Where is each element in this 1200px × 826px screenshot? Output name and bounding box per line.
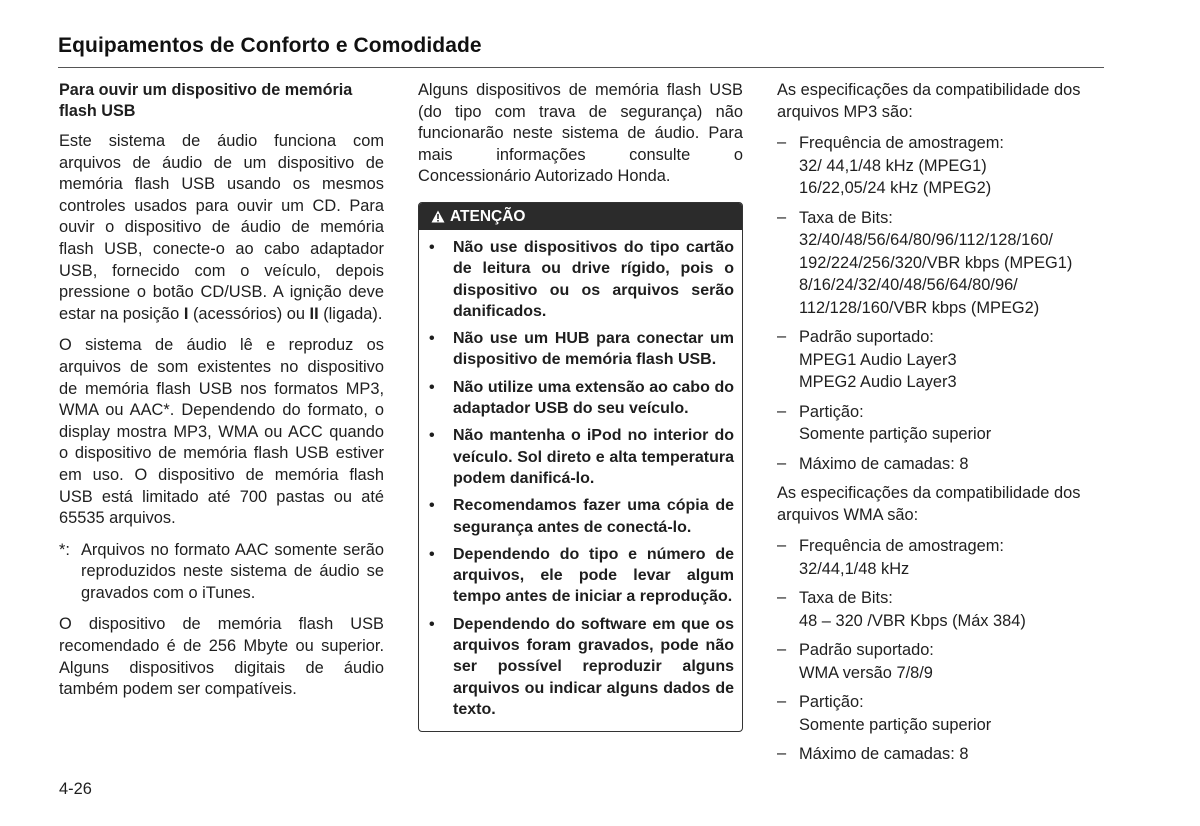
spec-item: – Taxa de Bits: 32/40/48/56/64/80/96/112/128/160/ 192/224/256/320/VBR kbps (MPEG1) 8/16/24/32/40/48/56/64/80/96/ 112/128/160/VBR kbps (MPEG2) xyxy=(777,207,1107,320)
footnote-mark: *: xyxy=(59,540,70,559)
bullet: • xyxy=(429,238,435,256)
title-divider xyxy=(58,67,1104,68)
spec-item: – Taxa de Bits: 48 – 320 /VBR Kbps (Máx 384) xyxy=(777,587,1107,632)
warning-item: • Não use dispositivos do tipo cartão de leitura ou drive rígido, pois o dispositivo ou os arquivos serão danificados. xyxy=(427,237,734,322)
column-right xyxy=(777,80,1107,773)
spec-item: – Padrão suportado: WMA versão 7/8/9 xyxy=(777,639,1107,684)
page-title: Equipamentos de Conforto e Comodidade xyxy=(58,34,482,57)
bullet: • xyxy=(429,330,435,348)
column-left xyxy=(59,80,384,711)
page-number: 4-26 xyxy=(59,780,92,798)
paragraph-formats: O sistema de áudio lê e reproduz os arquivos de som existentes no dispositivo de memória flash USB nos formatos MP3, WMA ou AAC*. Dependendo do formato, o display mostra MP3, WMA ou ACC quando o dispositivo de memória flash USB estiver em uso. O dispositivo de memória flash USB está limitado até 700 pastas ou até 65535 arquivos. xyxy=(59,336,384,528)
warning-header xyxy=(419,203,742,230)
mp3-spec-intro: As especificações da compatibilidade dos arquivos MP3 são: xyxy=(777,81,1081,121)
dash: – xyxy=(777,133,787,152)
spec-item: – Máximo de camadas: 8 xyxy=(777,743,1107,766)
warning-item: • Dependendo do tipo e número de arquivos, ele pode levar algum tempo antes de iniciar a reprodução. xyxy=(427,544,734,608)
dash: – xyxy=(777,453,787,472)
bullet: • xyxy=(429,615,435,633)
warning-item: • Não utilize uma extensão ao cabo do adaptador USB do seu veículo. xyxy=(427,377,734,420)
warning-box xyxy=(418,202,743,732)
warning-item: • Não use um HUB para conectar um dispositivo de memória flash USB. xyxy=(427,328,734,371)
dash: – xyxy=(777,692,787,711)
dash: – xyxy=(777,536,787,555)
spec-item: – Padrão suportado: MPEG1 Audio Layer3 MPEG2 Audio Layer3 xyxy=(777,326,1107,394)
bullet: • xyxy=(429,378,435,396)
dash: – xyxy=(777,744,787,763)
warning-item: • Não mantenha o iPod no interior do veículo. Sol direto e alta temperatura podem danificá-lo. xyxy=(427,425,734,489)
paragraph-locked-devices: Alguns dispositivos de memória flash USB (do tipo com trava de segurança) não funcionarão neste sistema de áudio. Para mais informações consulte o Concessionário Autorizado Honda. xyxy=(418,81,743,186)
dash: – xyxy=(777,401,787,420)
spec-item: – Frequência de amostragem: 32/44,1/48 kHz xyxy=(777,535,1107,580)
warning-item: • Recomendamos fazer uma cópia de segurança antes de conectá-lo. xyxy=(427,495,734,538)
footnote-text: Arquivos no formato AAC somente serão reproduzidos neste sistema de áudio se gravados com o iTunes. xyxy=(81,540,384,602)
column-middle xyxy=(418,80,743,732)
dash: – xyxy=(777,640,787,659)
dash: – xyxy=(777,588,787,607)
spec-item: – Máximo de camadas: 8 xyxy=(777,453,1107,476)
bullet: • xyxy=(429,497,435,515)
warning-title: ATENÇÃO xyxy=(450,207,526,225)
dash: – xyxy=(777,207,787,226)
warning-item: • Dependendo do software em que os arquivos foram gravados, pode não ser possível reproduzir alguns arquivos ou indicar alguns dados de texto. xyxy=(427,614,734,720)
spec-item: – Partição: Somente partição superior xyxy=(777,691,1107,736)
spec-item: – Partição: Somente partição superior xyxy=(777,401,1107,446)
warning-triangle-icon xyxy=(431,210,445,223)
paragraph-recommended: O dispositivo de memória flash USB recomendado é de 256 Mbyte ou superior. Alguns dispositivos digitais de áudio também podem ser compatíveis. xyxy=(59,615,384,699)
spec-item: – Frequência de amostragem: 32/ 44,1/48 kHz (MPEG1) 16/22,05/24 kHz (MPEG2) xyxy=(777,132,1107,200)
dash: – xyxy=(777,327,787,346)
footnote xyxy=(59,540,384,605)
section-heading: Para ouvir um dispositivo de memória flash USB xyxy=(59,81,353,120)
paragraph-intro: Este sistema de áudio funciona com arquivos de áudio de um dispositivo de memória flash USB usando os mesmos controles usados para ouvir um CD. Para ouvir o dispositivo de áudio de memória flash USB, conecte-o ao cabo adaptador USB, fornecido com o veículo, depois pressione o botão CD/USB. A ignição deve estar na posição I (acessórios) ou II (ligada). xyxy=(59,132,384,323)
bullet: • xyxy=(429,427,435,445)
warning-list xyxy=(419,230,742,731)
wma-spec-intro: As especificações da compatibilidade dos arquivos WMA são: xyxy=(777,484,1081,524)
bullet: • xyxy=(429,545,435,563)
